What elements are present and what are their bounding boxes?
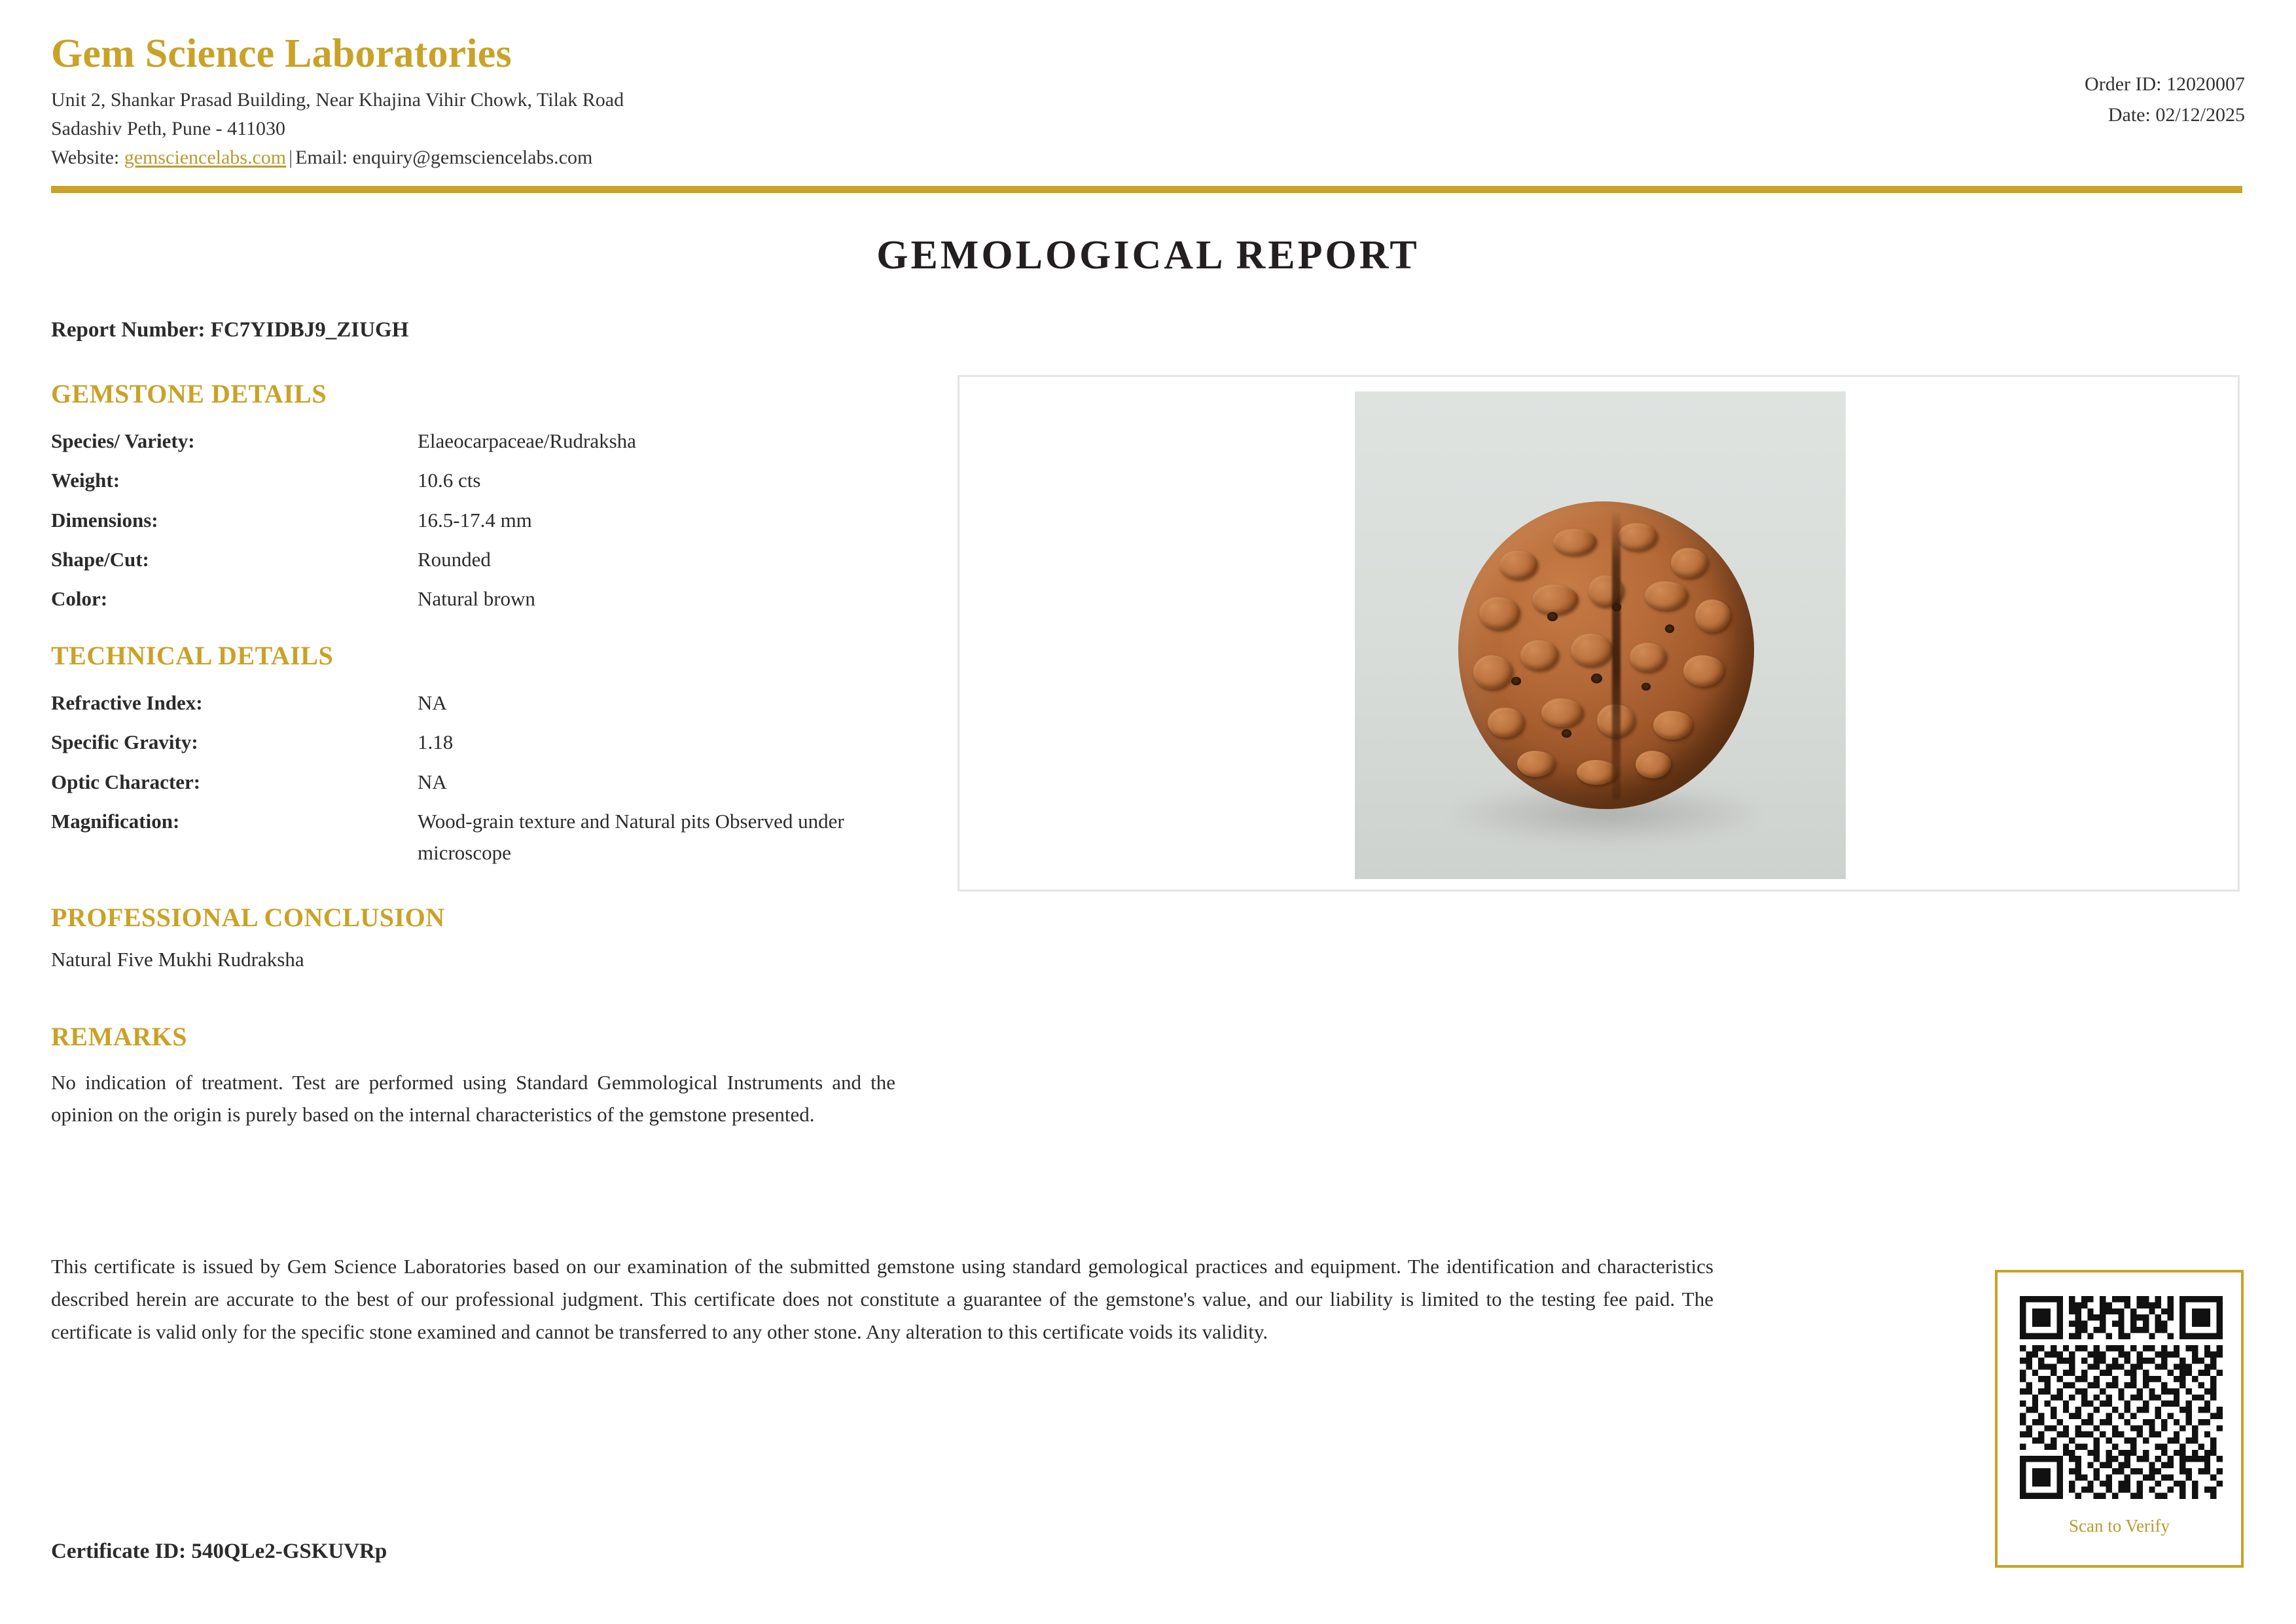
spec-value: Elaeocarpaceae/Rudraksha xyxy=(418,429,636,452)
rudraksha-bead xyxy=(1458,501,1754,809)
section-heading-remarks: REMARKS xyxy=(51,1022,187,1051)
professional-conclusion-text: Natural Five Mukhi Rudraksha xyxy=(51,948,304,971)
spec-value: 10.6 cts xyxy=(418,469,481,492)
contact-separator: | xyxy=(289,147,293,169)
certificate-id: Certificate ID: 540QLe2-GSKUVRp xyxy=(51,1540,387,1563)
technical-details-table xyxy=(51,687,928,877)
contact-line xyxy=(51,143,2245,172)
header xyxy=(51,33,2245,177)
section-heading-technical-details: TECHNICAL DETAILS xyxy=(51,641,334,670)
spec-label: Weight: xyxy=(51,469,120,492)
spec-label: Magnification: xyxy=(51,810,180,833)
address-line-2: Sadashiv Peth, Pune - 411030 xyxy=(51,118,286,140)
address-block xyxy=(51,86,2245,172)
table-row xyxy=(51,727,928,766)
order-info xyxy=(2085,69,2245,130)
section-heading-gemstone-details: GEMSTONE DETAILS xyxy=(51,379,327,408)
table-row xyxy=(51,687,928,727)
section-heading-professional-conclusion: PROFESSIONAL CONCLUSION xyxy=(51,903,445,932)
report-number: Report Number: FC7YIDBJ9_ZIUGH xyxy=(51,318,409,342)
qr-caption: Scan to Verify xyxy=(2069,1516,2170,1536)
spec-label: Shape/Cut: xyxy=(51,548,149,571)
website-link[interactable]: gemsciencelabs.com xyxy=(124,147,287,169)
spec-value: NA xyxy=(418,770,447,793)
order-id: Order ID: 12020007 xyxy=(2085,73,2245,95)
header-divider xyxy=(51,186,2242,193)
spec-value: 1.18 xyxy=(418,731,454,754)
report-date: Date: 02/12/2025 xyxy=(2108,103,2245,126)
page-title: GEMOLOGICAL REPORT xyxy=(876,233,1420,278)
table-row xyxy=(51,544,928,583)
gemstone-details-table xyxy=(51,425,928,623)
remarks-text: No indication of treatment. Test are performed using Standard Gemmological Instruments and the opinion on the origin is purely based on the internal characteristics of the gemstone presented. xyxy=(51,1071,895,1126)
spec-label: Refractive Index: xyxy=(51,691,203,714)
address-line-1: Unit 2, Shankar Prasad Building, Near Khajina Vihir Chowk, Tilak Road xyxy=(51,89,624,111)
spec-label: Color: xyxy=(51,587,108,611)
spec-value: Rounded xyxy=(418,548,491,571)
spec-label: Dimensions: xyxy=(51,508,158,532)
qr-verification-box xyxy=(1995,1270,2244,1568)
spec-label: Species/ Variety: xyxy=(51,429,195,452)
spec-value: Natural brown xyxy=(418,587,535,611)
gemstone-photo-box xyxy=(958,375,2240,892)
spec-value: NA xyxy=(418,691,447,714)
disclaimer-text: This certificate is issued by Gem Science Laboratories based on our examination of the submitted gemstone using standard gemological practices and equipment. The identification and characteristics described herein are accurate to the best of our professional judgment. This certificate does not constitute a guarantee of the gemstone's value, and our liability is limited to the testing fee paid. The certificate is valid only for the specific stone examined and cannot be transferred to any other stone. Any alteration to this certificate voids its validity. xyxy=(51,1255,1713,1344)
qr-code-icon[interactable] xyxy=(2020,1296,2223,1499)
lab-name: Gem Science Laboratories xyxy=(51,31,512,76)
spec-label: Specific Gravity: xyxy=(51,731,198,754)
table-row xyxy=(51,583,928,623)
gemstone-photo xyxy=(1355,391,1846,879)
table-row xyxy=(51,425,928,465)
table-row xyxy=(51,767,928,806)
spec-value: Wood-grain texture and Natural pits Observed under microscope xyxy=(418,810,844,865)
spec-label: Optic Character: xyxy=(51,770,201,793)
website-label: Website: xyxy=(51,147,120,169)
table-row xyxy=(51,505,928,544)
table-row xyxy=(51,465,928,504)
qr-code-svg xyxy=(2020,1296,2223,1499)
email-text: Email: enquiry@gemsciencelabs.com xyxy=(295,147,593,169)
spec-value: 16.5-17.4 mm xyxy=(418,508,532,532)
table-row xyxy=(51,806,928,877)
